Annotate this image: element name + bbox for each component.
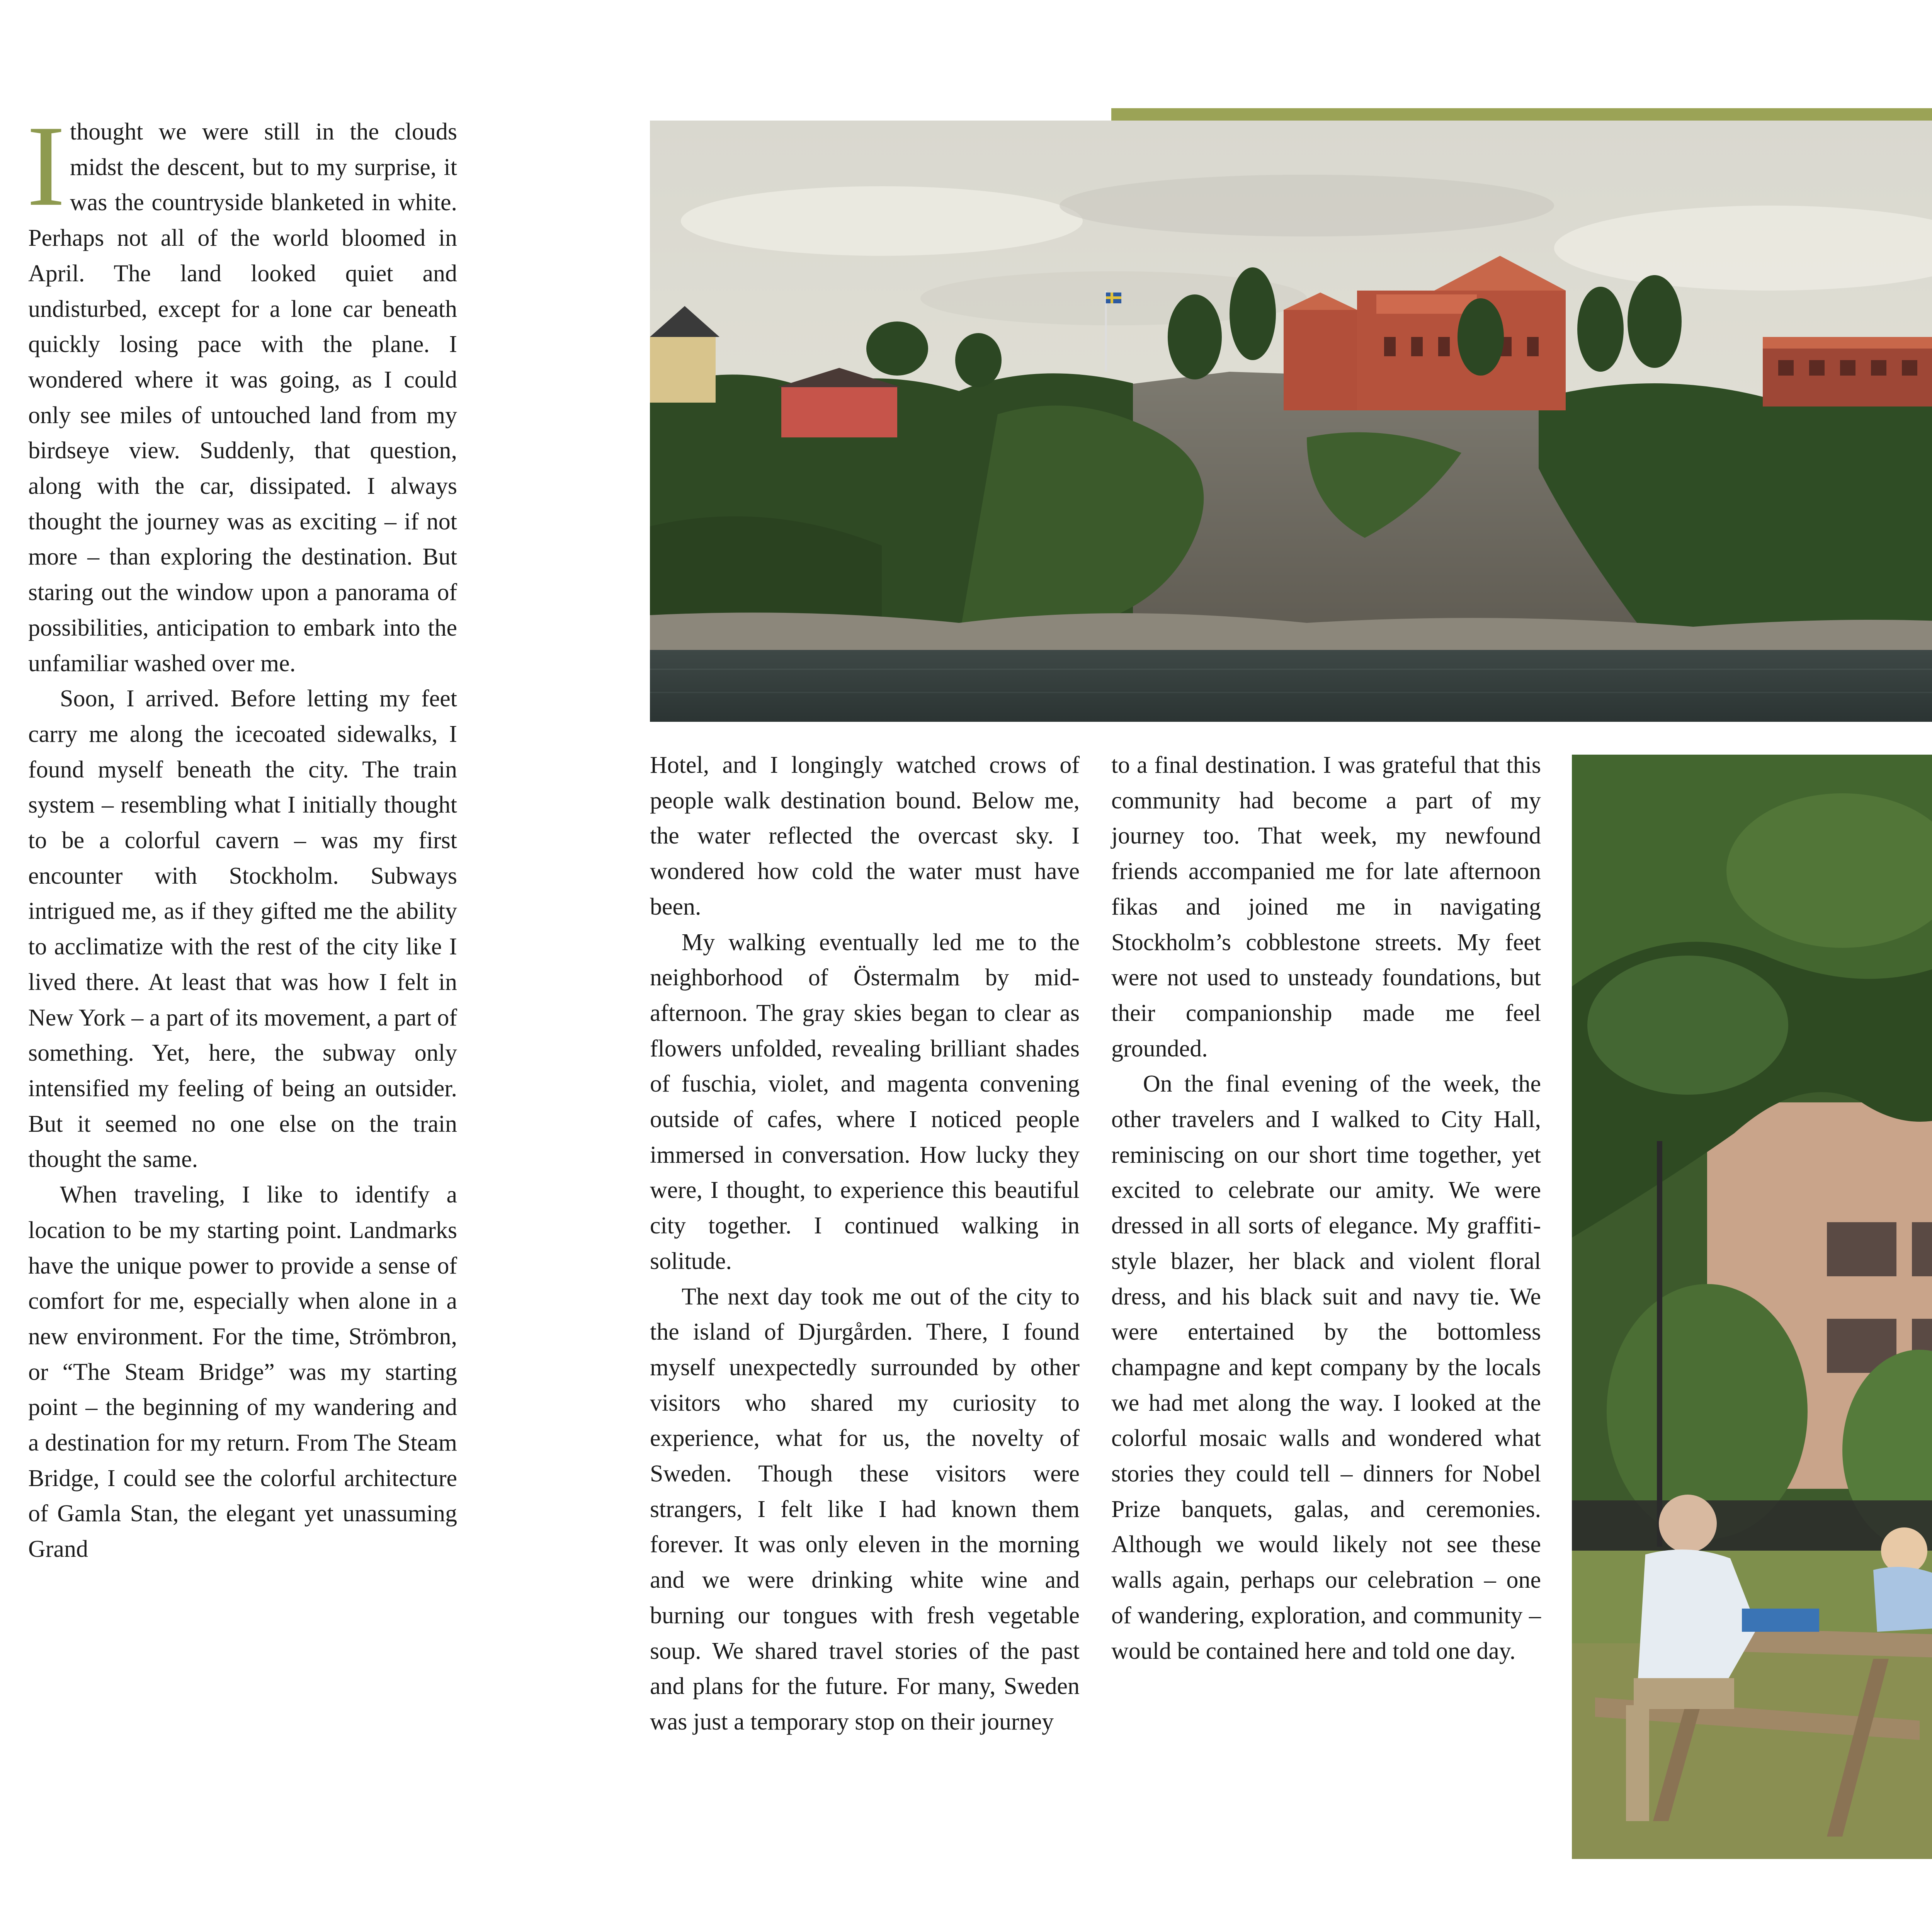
article-column-2 bbox=[650, 748, 1080, 1740]
waterfront-cliff-photo bbox=[650, 121, 1932, 722]
drop-cap: I bbox=[27, 102, 65, 230]
paragraph: Hotel, and I longingly watched crows of people walk destination bound. Below me, the water reflected the overcast sky. I wondered how cold the water must have been. bbox=[650, 752, 1080, 920]
paragraph-text: thought we were still in the clouds midst the descent, but to my surprise, it was the countryside blanketed in white. Perhaps not all of the world bloomed in April. The land looked quiet and undisturbed, except for a lone car beneath quickly losing pace with the plane. I wondered where it was going, as I could only see miles of untouched land from my birdseye view. Suddenly, that question, along with the car, dissipated. I always thought the journey was as exciting – if not more – than exploring the destination. But staring out the window upon a panorama of possibilities, anticipation to embark into the unfamiliar washed over me. bbox=[28, 119, 457, 677]
paragraph: Soon, I arrived. Before letting my feet carry me along the icecoated sidewalks, I found myself beneath the city. The train system – resembling what I initially thought to be a colorful cavern – was my first encounter with Stockholm. Subways intrigued me, as if they gifted me the ability to acclimatize with the rest of the city like I lived there. At least that was how I felt in New York – a part of its movement, a part of something. Yet, here, the subway only intensified my feeling of being an outsider. But it seemed no one else on the train thought the same. bbox=[28, 685, 457, 1173]
paragraph: to a final destination. I was grateful that this community had become a part of my journey too. That week, my newfound friends accompanied me for late afternoon fikas and joined me in navigating Stockholm’s cobblestone streets. My feet were not used to unsteady foundations, but their companionship made me feel grounded. bbox=[1111, 752, 1541, 1062]
paragraph bbox=[27, 102, 457, 681]
paragraph: The next day took me out of the city to the island of Djurgården. There, I found myself unexpectedly surrounded by other visitors who shared my curiosity to experience, what for us, the novelty of Sweden. Though these visitors were strangers, I felt like I had known them forever. It was only eleven in the morning and we were drinking white wine and burning our tongues with fresh vegetable soup. We shared travel stories of the past and plans for the future. For many, Sweden was just a temporary stop on their journey bbox=[650, 1283, 1080, 1735]
article-column-3 bbox=[1111, 748, 1541, 1669]
park-picnic-photo bbox=[1572, 755, 1932, 1859]
paragraph: On the final evening of the week, the other travelers and I walked to City Hall, reminiscing on our short time together, yet excited to celebrate our amity. We were dressed in all sorts of elegance. My graffiti-style blazer, her black and violent floral dress, and his black suit and navy tie. We were entertained by the bottomless champagne and kept company by the locals we had met along the way. I looked at the colorful mosaic walls and wondered what stories they could tell – dinners for Nobel Prize banquets, galas, and ceremonies. Although we would likely not see these walls again, perhaps our celebration – one of wandering, exploration, and community – would be contained here and told one day. bbox=[1111, 1071, 1541, 1664]
article-column-1 bbox=[27, 102, 457, 1567]
paragraph: When traveling, I like to identify a location to be my starting point. Landmarks have the unique power to provide a sense of comfort for me, especially when alone in a new environment. For the time, Strömbron, or “The Steam Bridge” was my starting point – the beginning of my wandering and a destination for my return. From The Steam Bridge, I could see the colorful architecture of Gamla Stan, the elegant yet unassuming Grand bbox=[28, 1182, 457, 1563]
paragraph: My walking eventually led me to the neighborhood of Östermalm by mid-afternoon. The gray skies began to clear as flowers unfolded, revealing brilliant shades of fuschia, violet, and magenta convening outside of cafes, where I noticed people immersed in conversation. How lucky they were, I thought, to experience this beautiful city together. I continued walking in solitude. bbox=[650, 929, 1080, 1274]
